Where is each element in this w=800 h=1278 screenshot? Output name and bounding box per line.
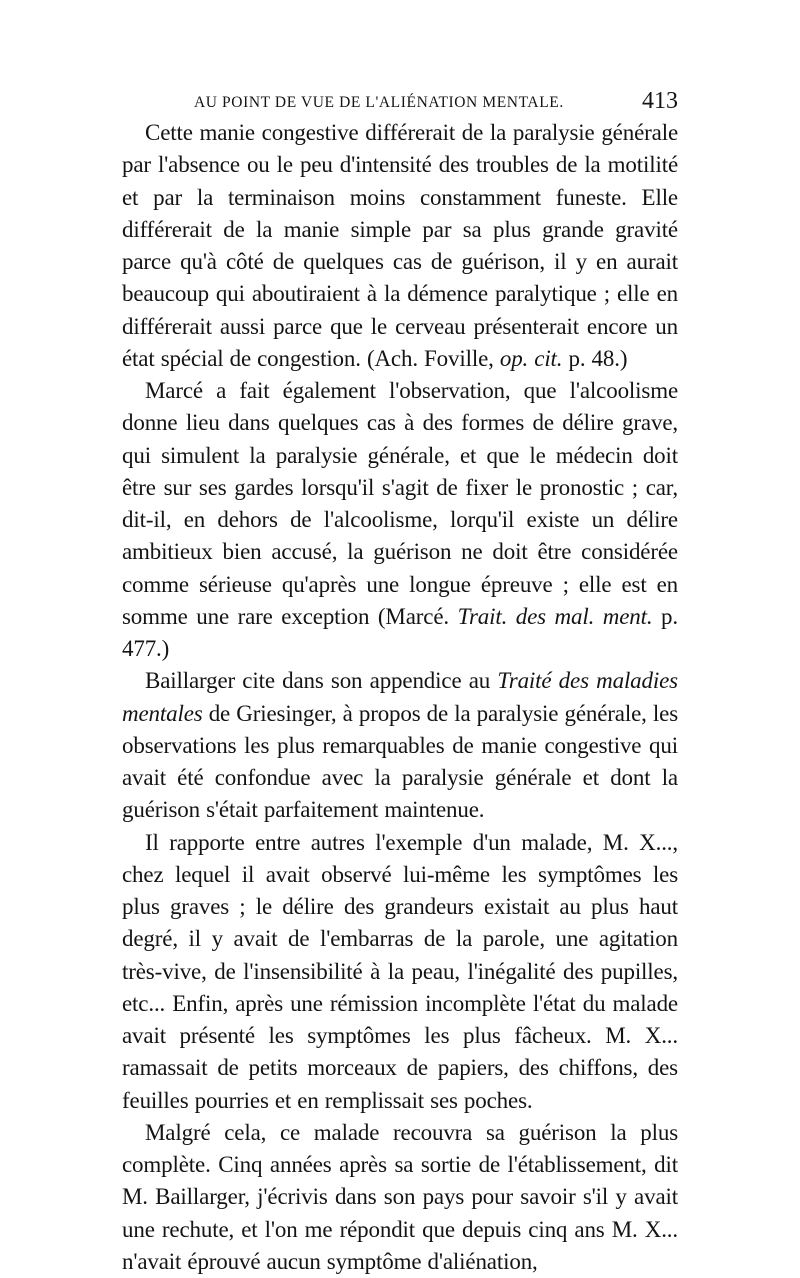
paragraph-4	[122, 827, 678, 1117]
running-title: AU POINT DE VUE DE L'ALIÉNATION MENTALE.	[194, 94, 564, 111]
paragraph-3-text-2: de Griesinger, à propos de la paralysie générale, les observations les plus remarquables de manie congestive qui avait été confondue avec la paralysie générale et dont la guérison s'était parfaitement maintenue.	[122, 700, 678, 823]
paragraph-3	[122, 665, 678, 826]
running-head	[122, 88, 678, 118]
paragraph-5	[122, 1117, 678, 1278]
body-text	[122, 117, 678, 1278]
page-number: 413	[642, 88, 678, 114]
citation-op-cit: op. cit.	[499, 345, 563, 371]
citation-traite-maladies: Traité des maladies mentales	[122, 668, 678, 726]
paragraph-2-text-2: p. 477.)	[122, 603, 678, 661]
paragraph-1	[122, 117, 678, 375]
paragraph-2-text-1: Marcé a fait également l'observation, que l'alcoolisme donne lieu dans quelques cas à des formes de délire grave, qui simulent la paralysie générale, et que le médecin doit être sur ses gardes lorsqu'il s'agit de fixer le pronostic ; car, dit-il, en dehors de l'alcoolisme, lorqu'il existe un délire ambitieux bien accusé, la guérison ne doit être considérée comme sérieuse qu'après une longue épreuve ; elle est en somme une rare exception (Marcé.	[122, 378, 678, 629]
paragraph-3-text-1: Baillarger cite dans son appendice au	[145, 668, 498, 694]
paragraph-1-text-2: p. 48.)	[562, 345, 628, 371]
citation-trait-mal-ment: Trait. des mal. ment.	[457, 603, 653, 629]
paragraph-5-text-1: Malgré cela, ce malade recouvra sa guérison la plus complète. Cinq années après sa sortie de l'établissement, dit M. Baillarger, j'écrivis dans son pays pour savoir s'il y avait une rechute, et l'on me répondit que depuis cinq ans M. X... n'avait éprouvé aucun symptôme d'aliénation,	[122, 1119, 678, 1274]
paragraph-2	[122, 375, 678, 665]
paragraph-1-text-1: Cette manie congestive différerait de la paralysie générale par l'absence ou le peu d'intensité des troubles de la motilité et par la terminaison moins constamment funeste. Elle différerait de la manie simple par sa plus grande gravité parce qu'à côté de quelques cas de guérison, il y en aurait beaucoup qui aboutiraient à la démence paralytique ; elle en différerait aussi parce que le cerveau présenterait encore un état spécial de congestion. (Ach. Foville,	[122, 120, 678, 371]
paragraph-4-text-1: Il rapporte entre autres l'exemple d'un malade, M. X..., chez lequel il avait observé lui-même les symptômes les plus graves ; le délire des grandeurs existait au plus haut degré, il y avait de l'embarras de la parole, une agitation très-vive, de l'insensibilité à la peau, l'inégalité des pupilles, etc... Enfin, après une rémission incomplète l'état du malade avait présenté les symptômes les plus fâcheux. M. X... ramassait de petits morceaux de papiers, des chiffons, des feuilles pourries et en remplissait ses poches.	[122, 829, 678, 1113]
